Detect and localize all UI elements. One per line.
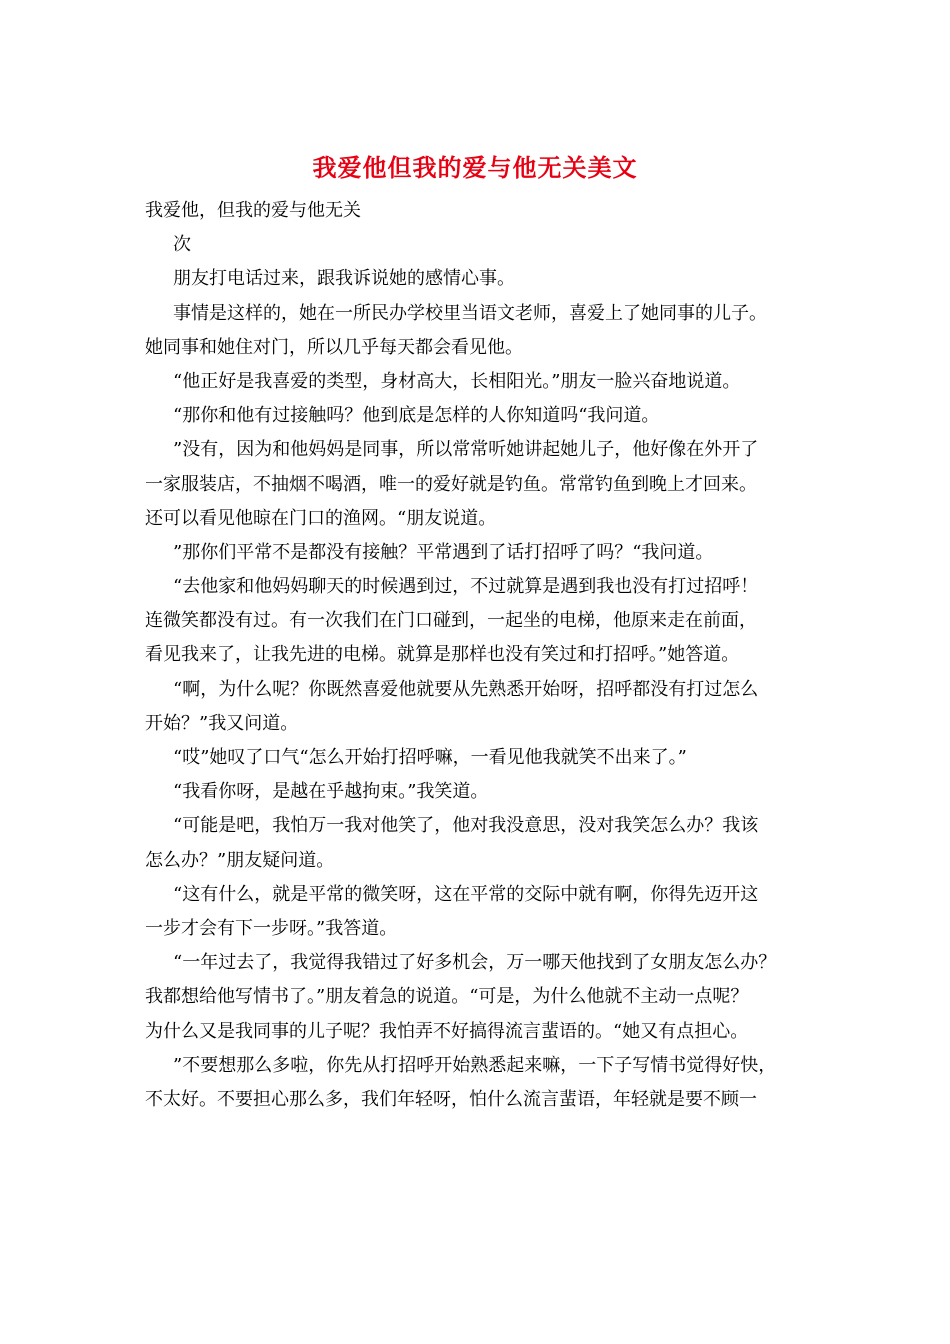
text-line: ”没有，因为和他妈妈是同事，所以常常听她讲起她儿子，他好像在外开了: [173, 439, 759, 461]
text-line: ”那你们平常不是都没有接触？平常遇到了话打招呼了吗？“我问道。: [173, 541, 714, 563]
text-line: “去他家和他妈妈聊天的时候遇到过，不过就算是遇到我也没有打过招呼！: [173, 576, 759, 598]
text-line: 我爱他，但我的爱与他无关: [145, 200, 361, 221]
document-body: [145, 194, 805, 1117]
text-line: 一家服装店，不抽烟不喝酒，唯一的爱好就是钓鱼。常常钓鱼到晚上才回来。: [145, 473, 757, 495]
document-title: 我爱他但我的爱与他无关美文: [312, 153, 638, 182]
text-line: “啊，为什么呢？你既然喜爱他就要从先熟悉开始呀，招呼都没有打过怎么: [173, 678, 759, 700]
text-line: “一年过去了，我觉得我错过了好多机会，万一哪天他找到了女朋友怎么办？: [173, 952, 777, 974]
text-line: ”不要想那么多啦，你先从打招呼开始熟悉起来嘛，一下子写情书觉得好快，: [173, 1054, 777, 1076]
text-line: “可能是吧，我怕万一我对他笑了，他对我没意思，没对我笑怎么办？我该: [173, 815, 759, 837]
text-line: 她同事和她住对门，所以几乎每天都会看见他。: [145, 336, 523, 358]
text-line: 次: [173, 234, 191, 256]
text-line: “哎”她叹了口气“怎么开始打招呼嘛，一看见他我就笑不出来了。”: [173, 747, 687, 768]
text-line: “我看你呀，是越在乎越拘束。”我笑道。: [173, 781, 489, 803]
text-line: 一步才会有下一步呀。”我答道。: [145, 917, 398, 939]
text-line: 还可以看见他晾在门口的渔网。“朋友说道。: [145, 507, 497, 529]
text-line: 为什么又是我同事的儿子呢？我怕弄不好搞得流言蜚语的。“她又有点担心。: [145, 1020, 749, 1042]
text-line: “那你和他有过接触吗？他到底是怎样的人你知道吗“我问道。: [173, 405, 660, 427]
text-line: 看见我来了，让我先进的电梯。就算是那样也没有笑过和打招呼。”她答道。: [145, 644, 740, 666]
text-line: 怎么办？”朋友疑问道。: [145, 849, 335, 871]
text-line: 开始？”我又问道。: [145, 712, 299, 734]
text-line: 我都想给他写情书了。”朋友着急的说道。“可是，为什么他就不主动一点呢？: [145, 986, 749, 1008]
text-line: “他正好是我喜爱的类型，身材高大，长相阳光。”朋友一脸兴奋地说道。: [173, 370, 741, 392]
text-line: 不太好。不要担心那么多，我们年轻呀，怕什么流言蜚语，年轻就是要不顾一: [145, 1088, 757, 1110]
text-line: 朋友打电话过来，跟我诉说她的感情心事。: [173, 268, 515, 290]
text-line: “这有什么，就是平常的微笑呀，这在平常的交际中就有啊，你得先迈开这: [173, 883, 759, 905]
text-line: 事情是这样的，她在一所民办学校里当语文老师，喜爱上了她同事的儿子。: [173, 302, 767, 324]
text-line: 连微笑都没有过。有一次我们在门口碰到，一起坐的电梯，他原来走在前面，: [145, 610, 757, 632]
